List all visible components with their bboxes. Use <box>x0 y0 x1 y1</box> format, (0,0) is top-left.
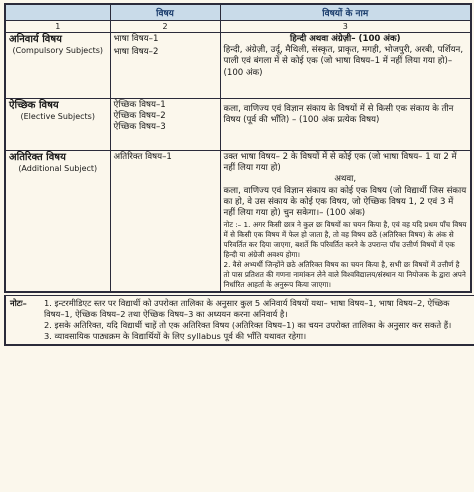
note-item: 3. व्यावसायिक पाठ्यक्रम के विद्यार्थियों के लिए syllabus पूर्व की भाँति यथावत रहेगा। <box>44 331 307 342</box>
category-title: ऐच्छिक विषय <box>9 100 59 111</box>
table-row-additional <box>5 151 471 293</box>
subject-names-cell <box>220 33 471 99</box>
subject-item: भाषा विषय–2 <box>113 47 159 58</box>
category-title-en: (Compulsory Subjects) <box>12 46 104 55</box>
column-number-3: 3 <box>220 21 471 33</box>
column-number-2: 2 <box>110 21 220 33</box>
column-number-1: 1 <box>5 21 110 33</box>
subject-names-line: हिन्दी अथवा अंग्रेज़ी– (100 अंक) <box>289 34 401 44</box>
note-item: 1. इन्टरमीडिएट स्तर पर विद्यार्थी को उपरोक्त तालिका के अनुसार कुल 5 अनिवार्य विषयों यथा– भाषा विषय–1, भाषा विषय–2, ऐच्छिक विषय–1, ऐच्छिक विषय–2 तथा ऐच्छिक विषय–3 का अध्ययन करना अनिवार्य है। <box>44 298 450 320</box>
subject-names-line: कला, वाणिज्य एवं विज्ञान संकाय के विषयों में से किसी एक संकाय के तीन विषय (पूर्व की भाँति) – (100 अंक प्रत्येक विषय) <box>223 104 454 126</box>
category-cell <box>5 151 110 293</box>
subject-names-cell <box>220 99 471 151</box>
header-row <box>5 4 471 21</box>
subjects-table <box>4 3 472 293</box>
subject-names-line: अथवा, <box>334 174 357 185</box>
subject-cell <box>110 151 220 293</box>
subject-names-line: उक्त भाषा विषय– 2 के विषयों में से कोई एक (जो भाषा विषय– 1 या 2 में नहीं लिया गया हो) <box>223 152 457 174</box>
subject-names-line: कला, वाणिज्य एवं विज्ञान संकाय का कोई एक विषय (जो विद्यार्थी जिस संकाय का हो, वे उस संकाय के कोई एक विषय, जो ऐच्छिक विषय 1, 2 एवं 3 में नहीं लिया गया हो) चुन सकेगा।– (100 अंक) <box>223 185 467 219</box>
category-title: अनिवार्य विषय <box>9 34 62 45</box>
syllabus-page <box>4 3 470 346</box>
subject-item: ऐच्छिक विषय–2 <box>113 111 166 122</box>
table-row-elective <box>5 99 471 151</box>
header-subject-names: विषयों के नाम <box>220 4 471 21</box>
number-row <box>5 21 471 33</box>
header-blank <box>5 4 110 21</box>
table-row-compulsory <box>5 33 471 99</box>
subject-cell <box>110 99 220 151</box>
category-cell <box>5 99 110 151</box>
subject-item: अतिरिक्त विषय–1 <box>113 152 172 162</box>
subject-names-cell <box>220 151 471 293</box>
footer-note <box>4 295 474 346</box>
category-title: अतिरिक्त विषय <box>9 152 66 163</box>
note-label: नोटः– <box>10 298 27 309</box>
category-title-en: (Additional Subject) <box>18 164 98 173</box>
category-cell <box>5 33 110 99</box>
note-list <box>44 298 472 342</box>
additional-note-1: नोट :– 1. अगर किसी छात्र ने कुल छः विषयों का चयन किया है, एवं वह यदि प्रथम पाँच विषय में से किसी एक विषय में फेल हो जाता है, तो वह विषय छठें (अतिरिक्त विषय) के अंक से परिवर्तित कर दिया जाएगा, बशर्ते कि परिवर्तित करने के उपरान्त पाँच उत्तीर्ण विषयों में एक हिन्दी या अंग्रेजी अवश्य होगा। <box>223 220 467 260</box>
category-title-en: (Elective Subjects) <box>20 112 95 121</box>
subject-names-line: हिन्दी, अंग्रेज़ी, उर्दू, मैथिली, संस्कृत, प्राकृत, मगही, भोजपुरी, अरबी, पर्शियन, पाली एवं बंगला में से कोई एक (जो भाषा विषय–1 में नहीं लिया गया हो)– (100 अंक) <box>223 45 464 78</box>
additional-note-2: 2. वैसे अभ्यर्थी जिन्होंने छठे अतिरिक्त विषय का चयन किया है, सभी छः विषयों में उत्तीर्ण है तो पास प्रतिशत की गणना नामांकन लेने वाले विश्वविद्यालय/संस्थान या नियोजक के द्वारा अपने निर्धारित आहर्ता के अनुरूप किया जाएगा। <box>223 260 466 290</box>
subject-cell <box>110 33 220 99</box>
subject-item: भाषा विषय–1 <box>113 34 159 44</box>
header-subject: विषय <box>110 4 220 21</box>
subject-item: ऐच्छिक विषय–3 <box>113 122 166 133</box>
note-item: 2. इसके अतिरिक्त, यदि विद्यार्थी चाहें तो एक अतिरिक्त विषय (अतिरिक्त विषय–1) का चयन उपरोक्त तालिका के अनुसार कर सकते हैं। <box>44 320 452 331</box>
subject-item: ऐच्छिक विषय–1 <box>113 100 166 110</box>
